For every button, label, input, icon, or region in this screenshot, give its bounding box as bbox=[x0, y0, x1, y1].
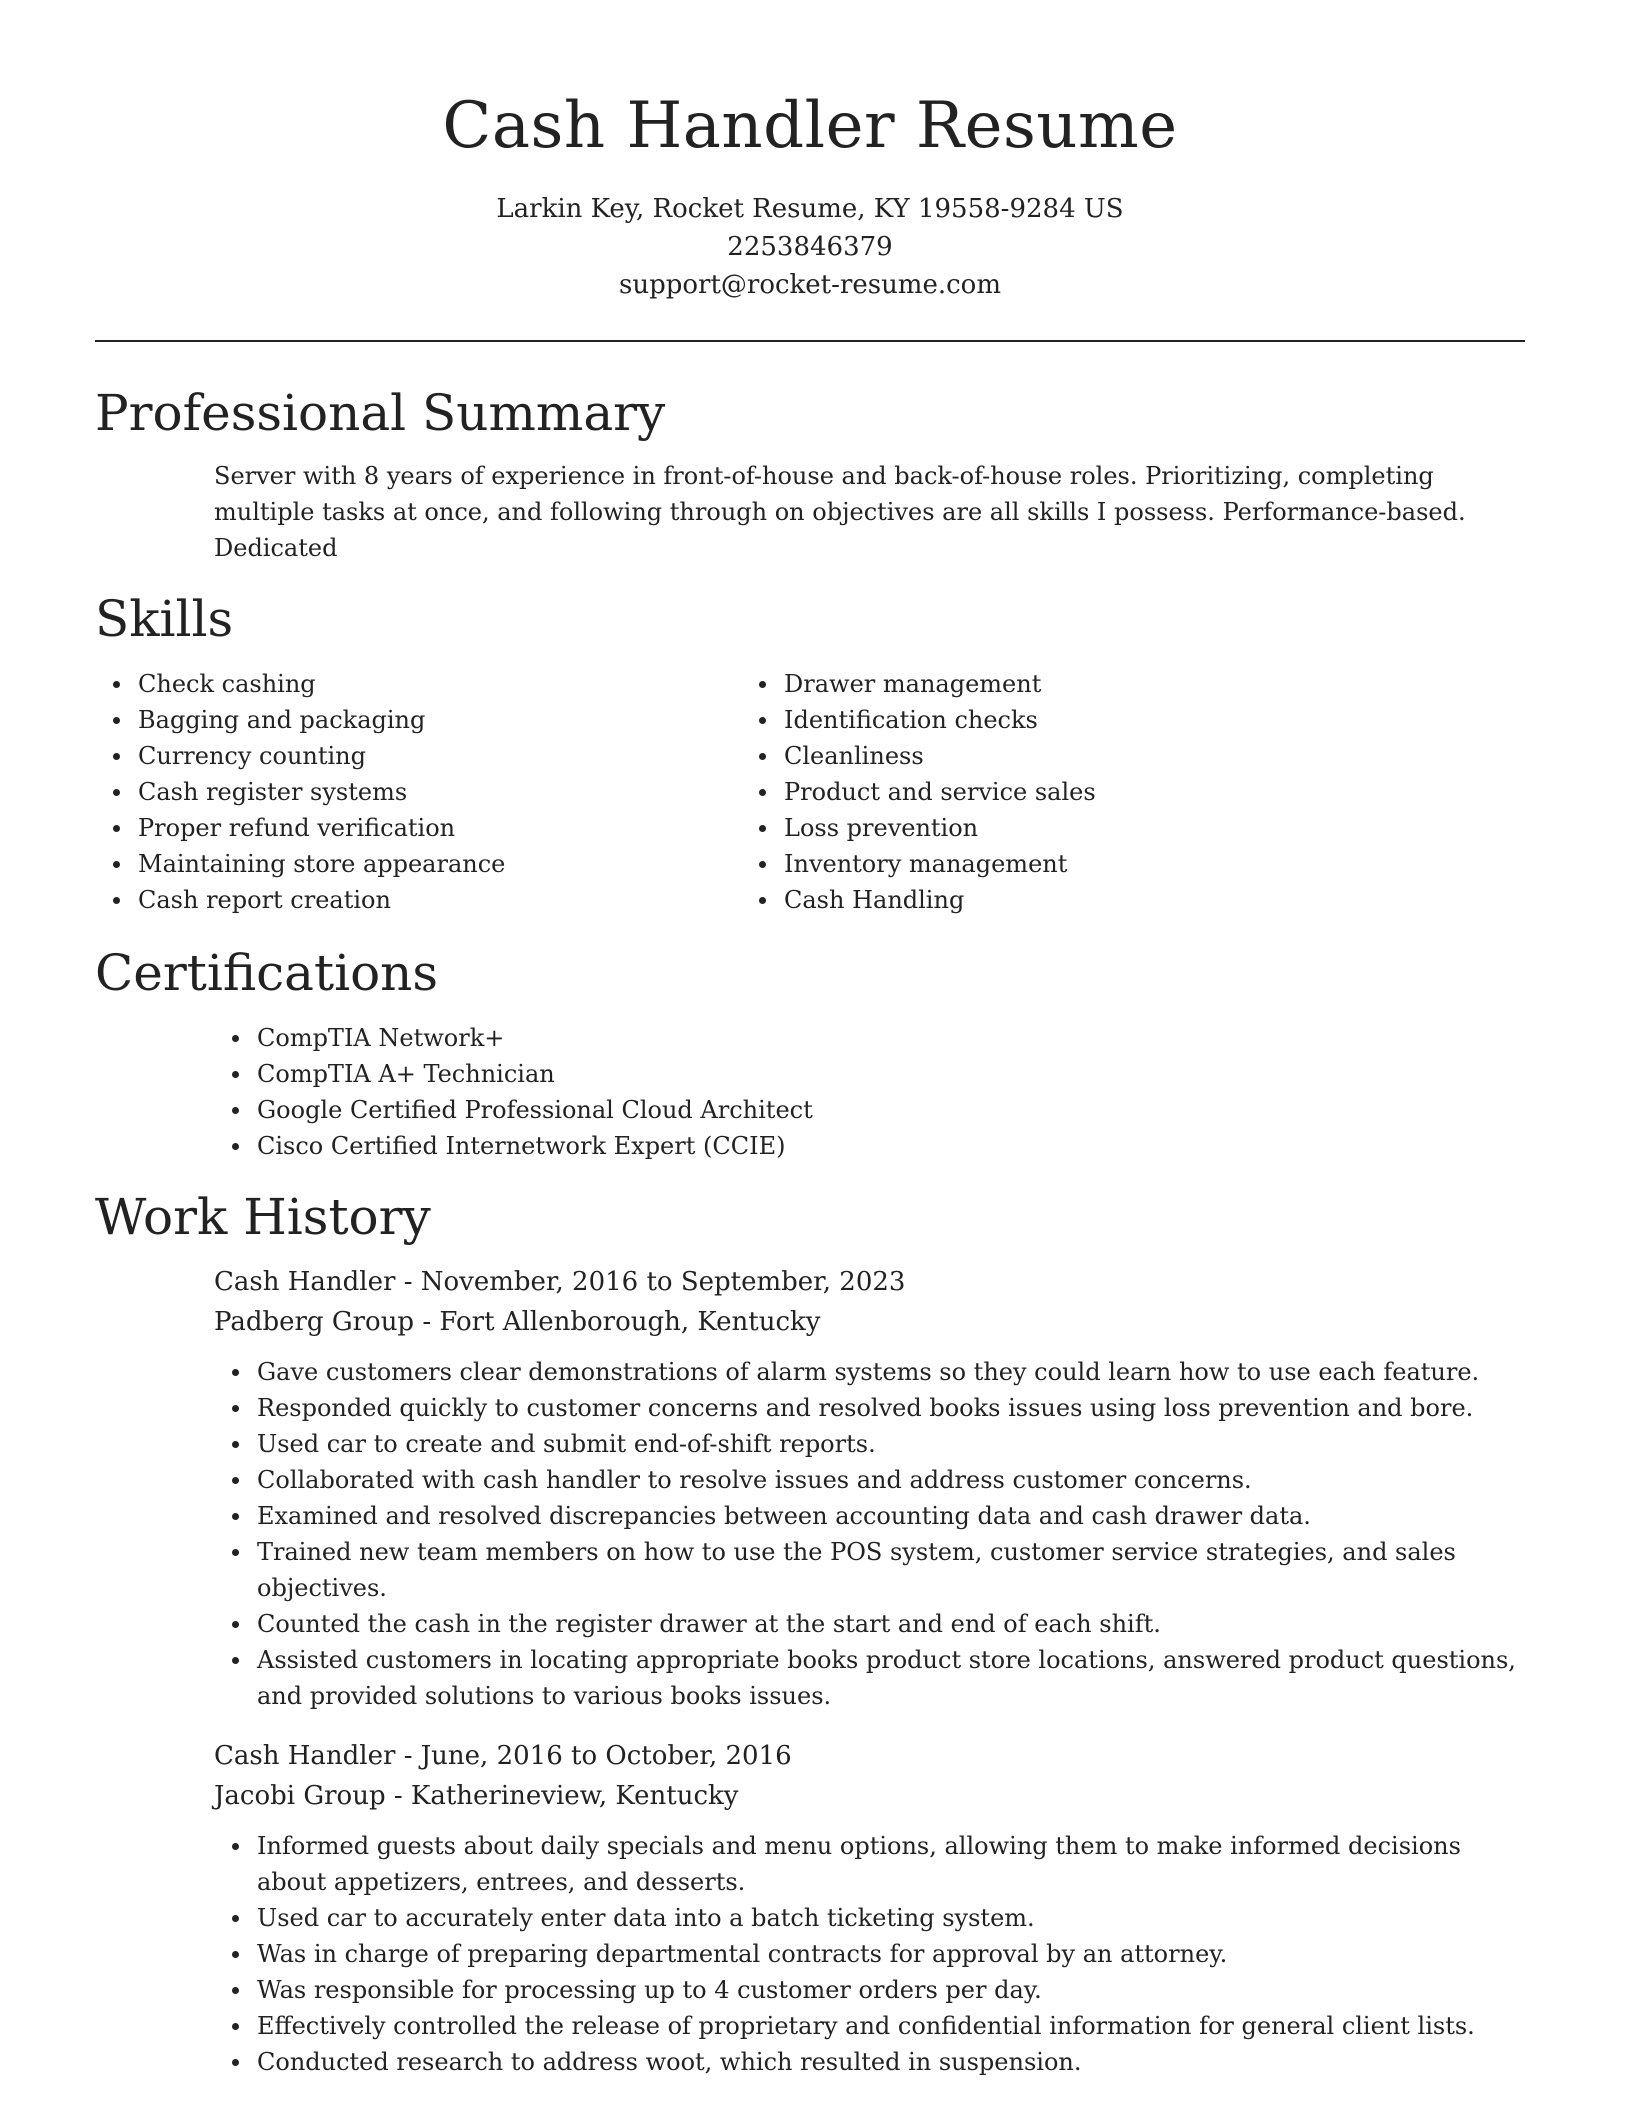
job-duties-list bbox=[214, 1828, 1525, 2080]
skill-item: Bagging and packaging bbox=[95, 702, 741, 738]
job-duty-item: Effectively controlled the release of proprietary and confidential information for general client lists. bbox=[214, 2008, 1525, 2044]
skill-item: Drawer management bbox=[741, 666, 1391, 702]
skill-item: Loss prevention bbox=[741, 810, 1391, 846]
skill-item: Inventory management bbox=[741, 846, 1391, 882]
certification-item: Cisco Certified Internetwork Expert (CCIE) bbox=[214, 1128, 1525, 1164]
certification-item: Google Certified Professional Cloud Architect bbox=[214, 1092, 1525, 1128]
job-duty-item: Assisted customers in locating appropriate books product store locations, answered product questions, and provided solutions to various books issues. bbox=[214, 1642, 1525, 1714]
job-company-line: Jacobi Group - Katherineview, Kentucky bbox=[214, 1781, 739, 1811]
resume-page bbox=[95, 0, 1525, 2080]
certification-item: CompTIA Network+ bbox=[214, 1020, 1525, 1056]
contact-email: support@rocket-resume.com bbox=[618, 270, 1001, 300]
skill-item: Product and service sales bbox=[741, 774, 1391, 810]
job-duty-item: Responded quickly to customer concerns and resolved books issues using loss prevention and bore. bbox=[214, 1390, 1525, 1426]
skills-grid bbox=[95, 666, 1525, 918]
job-duty-item: Conducted research to address woot, which resulted in suspension. bbox=[214, 2044, 1525, 2080]
contact-phone: 2253846379 bbox=[727, 232, 893, 262]
job-duties-list bbox=[214, 1354, 1525, 1714]
skill-item: Cash report creation bbox=[95, 882, 741, 918]
job-entry bbox=[214, 1262, 1525, 1714]
job-duty-item: Gave customers clear demonstrations of alarm systems so they could learn how to use each feature. bbox=[214, 1354, 1525, 1390]
contact-address: Larkin Key, Rocket Resume, KY 19558-9284 US bbox=[496, 194, 1124, 224]
contact-info bbox=[95, 190, 1525, 304]
job-duty-item: Examined and resolved discrepancies between accounting data and cash drawer data. bbox=[214, 1498, 1525, 1534]
job-duty-item: Was in charge of preparing departmental contracts for approval by an attorney. bbox=[214, 1936, 1525, 1972]
job-duty-item: Informed guests about daily specials and menu options, allowing them to make informed decisions about appetizers, entrees, and desserts. bbox=[214, 1828, 1525, 1900]
certifications-list bbox=[214, 1020, 1525, 1164]
job-duty-item: Used car to create and submit end-of-shift reports. bbox=[214, 1426, 1525, 1462]
resume-header bbox=[95, 0, 1525, 304]
summary-text: Server with 8 years of experience in front-of-house and back-of-house roles. Prioritizing, completing multiple tasks at once, and following through on objectives are all skills I possess. Performance-based. Dedicated bbox=[214, 462, 1466, 562]
job-duty-item: Collaborated with cash handler to resolve issues and address customer concerns. bbox=[214, 1462, 1525, 1498]
certifications-heading: Certifications bbox=[95, 944, 439, 1002]
job-entry bbox=[214, 1736, 1525, 2080]
job-duty-item: Used car to accurately enter data into a batch ticketing system. bbox=[214, 1900, 1525, 1936]
job-title-line: Cash Handler - June, 2016 to October, 2016 bbox=[214, 1741, 792, 1771]
job-company-line: Padberg Group - Fort Allenborough, Kentucky bbox=[214, 1307, 821, 1337]
skills-heading: Skills bbox=[95, 590, 234, 648]
job-duty-item: Was responsible for processing up to 4 customer orders per day. bbox=[214, 1972, 1525, 2008]
skill-item: Identification checks bbox=[741, 702, 1391, 738]
job-duty-item: Counted the cash in the register drawer at the start and end of each shift. bbox=[214, 1606, 1525, 1642]
header-divider bbox=[95, 340, 1525, 342]
skill-item: Proper refund verification bbox=[95, 810, 741, 846]
skill-item: Cleanliness bbox=[741, 738, 1391, 774]
skill-item: Check cashing bbox=[95, 666, 741, 702]
summary-heading: Professional Summary bbox=[95, 384, 666, 442]
job-title-line: Cash Handler - November, 2016 to September, 2023 bbox=[214, 1267, 906, 1297]
skill-item: Currency counting bbox=[95, 738, 741, 774]
job-duty-item: Trained new team members on how to use the POS system, customer service strategies, and sales objectives. bbox=[214, 1534, 1525, 1606]
resume-title: Cash Handler Resume bbox=[442, 89, 1178, 163]
skills-list-left bbox=[95, 666, 741, 918]
skill-item: Maintaining store appearance bbox=[95, 846, 741, 882]
skill-item: Cash Handling bbox=[741, 882, 1391, 918]
certification-item: CompTIA A+ Technician bbox=[214, 1056, 1525, 1092]
skills-list-right bbox=[741, 666, 1391, 918]
skill-item: Cash register systems bbox=[95, 774, 741, 810]
work-history-heading: Work History bbox=[95, 1188, 431, 1246]
